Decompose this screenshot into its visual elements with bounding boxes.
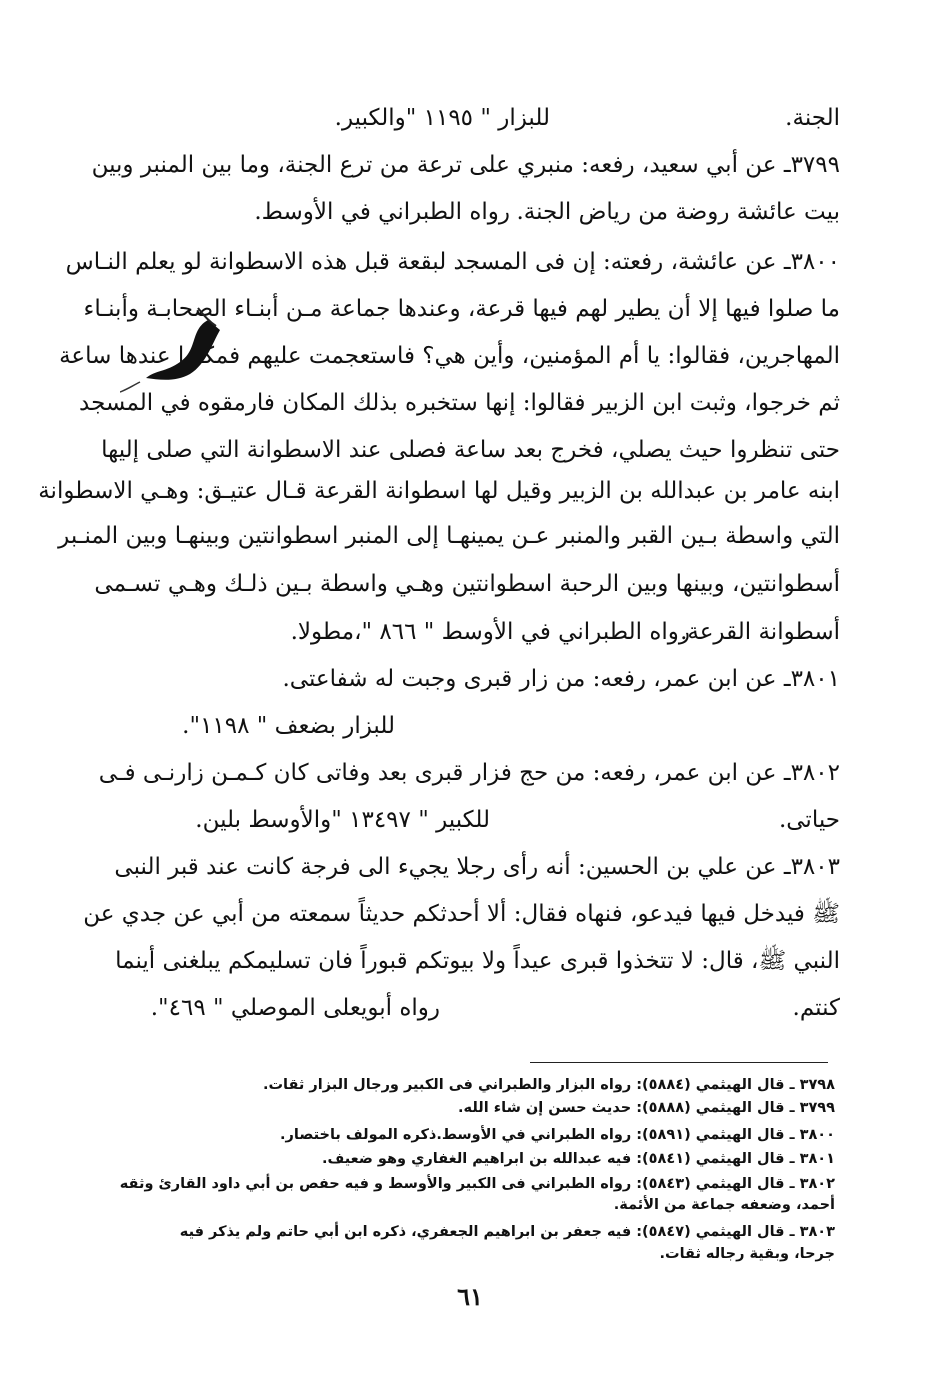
- line-text: كنتم.: [792, 995, 840, 1021]
- page-number: ٦١: [457, 1282, 483, 1311]
- text-line: [114, 845, 840, 889]
- footnote: جرحا، وبقية رجاله ثقات.: [659, 1246, 835, 1262]
- text-line: [59, 334, 840, 378]
- line-text: ثم خرجوا، وثبت ابن الزبير فقالوا: إنها ستخبره بذلك المكان فارمقوه في المسجد: [79, 390, 840, 416]
- line-text: أسطوانتين، وبينها وبين الرحبة اسطوانتين وهـي واسطة بـين ذلـك وهـي تسـمى: [94, 571, 840, 597]
- line-source: رواه الطبراني في الأوسط.: [254, 199, 510, 225]
- text-line: [79, 381, 840, 425]
- line-text: حياتى.: [778, 807, 840, 833]
- line-source: رواه الطبراني في الأوسط " ٨٦٦ "،مطولا.: [290, 619, 690, 645]
- text-line: [140, 96, 840, 140]
- footnote-separator: [530, 1062, 828, 1063]
- text-line: [140, 190, 840, 234]
- text-line: [91, 143, 840, 187]
- text-line: [140, 704, 840, 748]
- ink-blot-mark: [120, 300, 230, 410]
- line-text: ٣٨٠٢ـ عن ابن عمر، رفعه: من حج فزار قبرى بعد وفاتى كان كـمـن زارنـى فـى: [98, 760, 840, 786]
- footnote: ٣٨٠١ ـ قال الهيثمي (٥٨٤١): فيه عبدالله بن ابراهيم الغفاري وهو ضعيف.: [321, 1151, 835, 1167]
- text-line: [140, 798, 840, 842]
- line-text: ما صلوا فيها إلا أن يطير لهم فيها قرعة، وعندها جماعة مـن أبنـاء الصحابـة وأبنـاء: [83, 296, 840, 322]
- text-line: [58, 514, 840, 558]
- text-line: [83, 892, 840, 936]
- line-text: ابنه عامر بن عبدالله بن الزبير وقيل لها اسطوانة القرعة قـال عتيـق: وهـي الاسطوانة: [38, 478, 840, 504]
- line-text: أسطوانة القرعة.: [680, 619, 840, 645]
- line-source: للبزار " ١١٩٥ "والكبير.: [334, 105, 550, 131]
- line-text: حتى تنظروا حيث يصلي، فخرج بعد ساعة فصلى عند الاسطوانة التي صلى إليها: [101, 437, 840, 463]
- line-text: ٣٧٩٩ـ عن أبي سعيد، رفعه: منبري على ترعة من ترع الجنة، وما بين المنبر وبين: [91, 152, 840, 178]
- text-line: [140, 610, 840, 654]
- footnote: أحمد، وضعفه جماعة من الأئمة.: [613, 1197, 835, 1213]
- text-line: [115, 939, 840, 983]
- text-line: [83, 287, 840, 331]
- text-line: [101, 428, 840, 472]
- line-text: النبي ﷺ، قال: لا تتخذوا قبرى عيداً ولا بيوتكم قبوراً فان تسليمكم يبلغنى أينما: [115, 948, 840, 974]
- footnote: ٣٧٩٨ ـ قال الهيثمي (٥٨٨٤): رواه البزار والطبراني فى الكبير ورجال البزار ثقات.: [262, 1077, 835, 1093]
- text-line: [140, 986, 840, 1030]
- text-line: [98, 751, 840, 795]
- line-text: التي واسطة بـين القبر والمنبر عـن يمينهـا إلى المنبر اسطوانتين وبينهـا وبين المنـبر: [58, 523, 840, 549]
- text-line: [65, 240, 840, 284]
- line-text: بيت عائشة روضة من رياض الجنة.: [516, 199, 840, 225]
- footnote: ٣٧٩٩ ـ قال الهيثمي (٥٨٨٨): حديث حسن إن شاء الله.: [458, 1100, 835, 1116]
- line-text: ٣٨٠١ـ عن ابن عمر، رفعه: من زار قبرى وجبت له شفاعتى.: [282, 666, 840, 692]
- footnote: ٣٨٠٣ ـ قال الهيثمي (٥٨٤٧): فيه جعفر بن ابراهيم الجعفري، ذكره ابن أبي حاتم ولم يذكر فيه: [179, 1224, 835, 1240]
- line-text: ٣٨٠٣ـ عن علي بن الحسين: أنه رأى رجلا يجيء الى فرجة كانت عند قبر النبى: [114, 854, 840, 880]
- footnote: ٣٨٠٠ ـ قال الهيثمي (٥٨٩١): رواه الطبراني في الأوسط.ذكره المولف باختصار.: [280, 1127, 835, 1143]
- text-line: [140, 657, 840, 701]
- line-text: ﷺ فيدخل فيها فيدعو، فنهاه فقال: ألا أحدثكم حديثاً سمعته من أبي عن جدي عن: [83, 901, 840, 927]
- line-source: للكبير " ١٣٤٩٧ "والأوسط بلين.: [195, 807, 490, 833]
- line-source: للبزار بضعف " ١١٩٨".: [182, 713, 395, 739]
- text-line: [38, 469, 840, 513]
- line-text: الجنة.: [785, 105, 840, 131]
- line-text: ٣٨٠٠ـ عن عائشة، رفعته: إن فى المسجد لبقعة قبل هذه الاسطوانة لو يعلم النـاس: [65, 249, 840, 275]
- line-source: رواه أبويعلى الموصلي " ٤٦٩".: [150, 995, 440, 1021]
- footnote: ٣٨٠٢ ـ قال الهيثمي (٥٨٤٣): رواه الطبراني فى الكبير والأوسط و فيه حفص بن أبي داود القارئ وثقه: [119, 1176, 835, 1192]
- line-text: المهاجرين، فقالوا: يا أم المؤمنين، وأين هي؟ فاستعجمت عليهم فمكثوا عندها ساعة: [59, 343, 840, 369]
- text-line: [94, 562, 840, 606]
